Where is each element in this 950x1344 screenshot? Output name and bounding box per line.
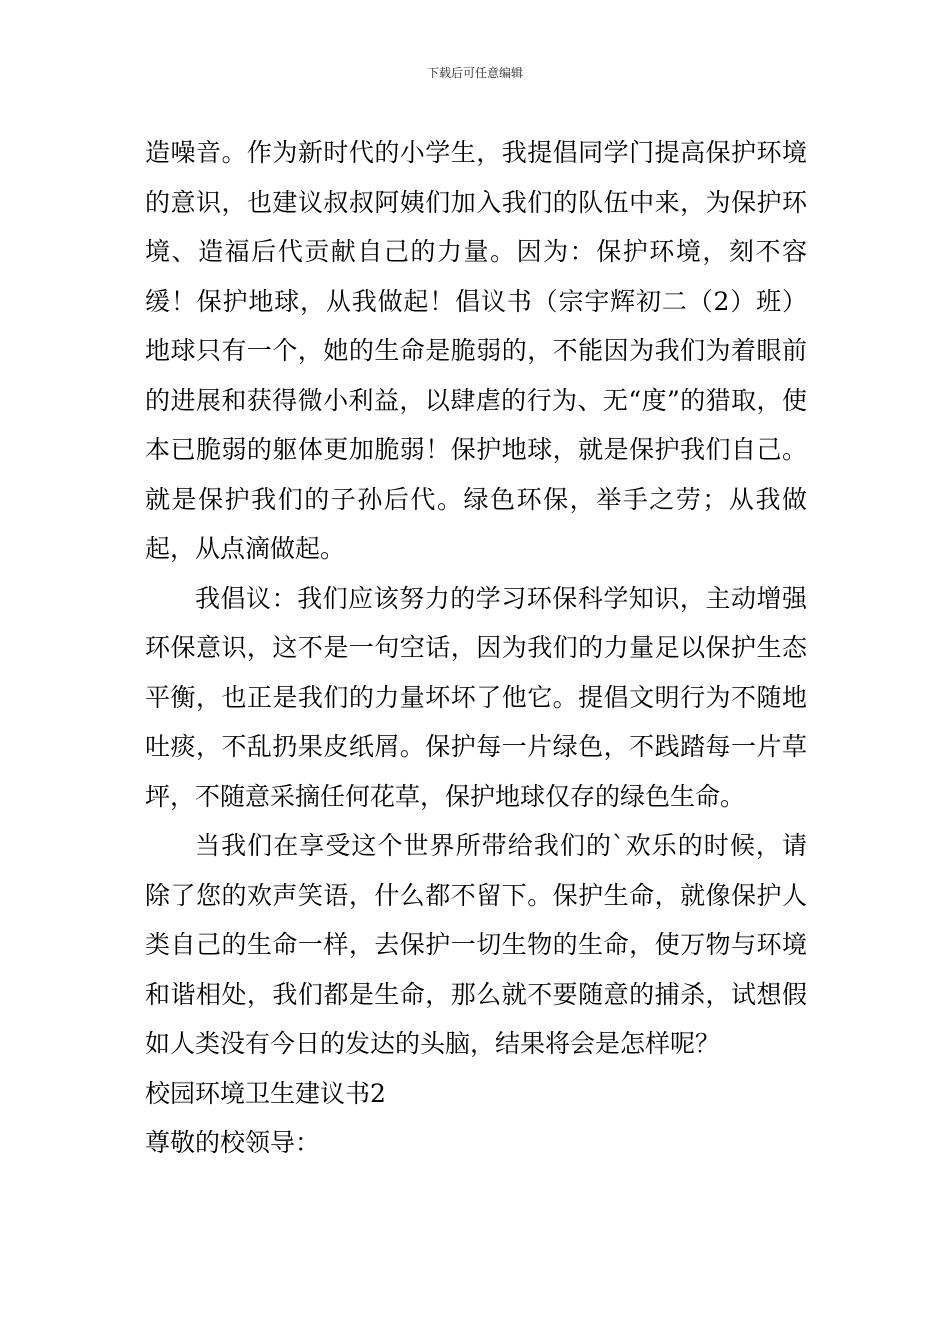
section-title: 校园环境卫生建议书2 xyxy=(145,1078,386,1108)
paragraph-proposal: 我倡议：我们应该努力的学习环保科学知识，主动增强环保意识，这不是一句空话，因为我们的力量足以保护生态平衡，也正是我们的力量坏坏了他它。提倡文明行为不随地吐痰，不乱扔果皮纸屑。保护每一片绿色，不践踏每一片草坪，不随意采摘任何花草，保护地球仅存的绿色生命。 xyxy=(145,583,807,811)
page-header-note: 下载后可任意编辑 xyxy=(426,66,523,80)
paragraph-continuation: 造噪音。作为新时代的小学生，我提倡同学门提高保护环境的意识，也建议叔叔阿姨们加入我们的队伍中来，为保护环境、造福后代贡献自己的力量。因为：保护环境，刻不容缓！保护地球，从我做起！倡议书（宗宇辉初二（2）班）地球只有一个，她的生命是脆弱的，不能因为我们为着眼前的进展和获得微小利益，以肆虐的行为、无“度”的猎取，使本已脆弱的躯体更加脆弱！保护地球，就是保护我们自己。就是保护我们的子孙后代。绿色环保，举手之劳；从我做起，从点滴做起。 xyxy=(145,138,807,563)
document-body xyxy=(145,128,807,1168)
salutation: 尊敬的校领导： xyxy=(145,1128,321,1157)
paragraph-enjoy-world: 当我们在享受这个世界所带给我们的`欢乐的时候，请除了您的欢声笑语，什么都不留下。保护生命，就像保护人类自己的生命一样，去保护一切生物的生命，使万物与环境和谐相处，我们都是生命，那么就不要随意的捕杀，试想假如人类没有今日的发达的头脑，结果将会是怎样呢？ xyxy=(145,831,807,1058)
